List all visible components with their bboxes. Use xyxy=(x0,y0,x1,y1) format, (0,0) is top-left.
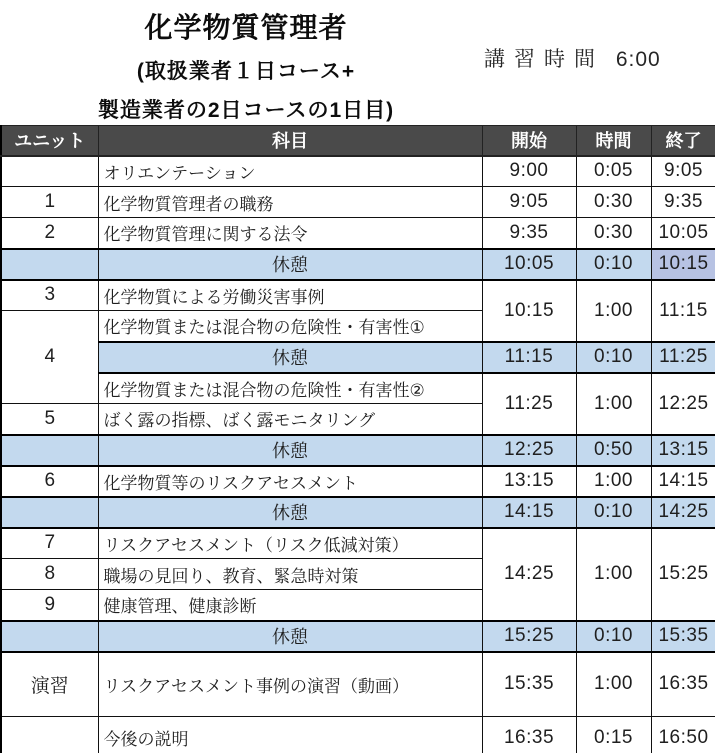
subject-cell: 今後の説明 xyxy=(98,717,482,753)
column-header-2: 開始 xyxy=(482,126,576,156)
schedule-row xyxy=(1,280,715,311)
subject-cell: オリエンテーション xyxy=(98,156,482,187)
unit-cell: 演習 xyxy=(1,652,98,717)
unit-cell: 3 xyxy=(1,280,98,311)
duration-cell: 0:10 xyxy=(576,497,651,528)
subject-cell: 化学物質等のリスクアセスメント xyxy=(98,466,482,497)
duration-label: 講習時間 xyxy=(484,48,604,71)
unit-cell xyxy=(1,621,98,652)
unit-cell xyxy=(1,717,98,753)
subtitle-line2: 製造業者の2日コースの1日目) xyxy=(97,99,395,122)
end-cell: 9:05 xyxy=(651,156,715,187)
subject-cell: 健康管理、健康診断 xyxy=(98,590,482,621)
schedule-row xyxy=(1,652,715,717)
unit-cell: 1 xyxy=(1,187,98,218)
subject-cell: 休憩 xyxy=(98,621,482,652)
unit-cell: 6 xyxy=(1,466,98,497)
schedule-row xyxy=(1,717,715,753)
table-body xyxy=(1,156,715,753)
end-cell: 14:15 xyxy=(651,466,715,497)
subject-cell: 化学物質管理者の職務 xyxy=(98,187,482,218)
start-cell: 12:25 xyxy=(482,435,576,466)
unit-cell xyxy=(1,156,98,187)
unit-cell: 2 xyxy=(1,218,98,249)
column-header-4: 終了 xyxy=(651,126,715,156)
start-cell: 9:35 xyxy=(482,218,576,249)
duration-cell: 0:10 xyxy=(576,621,651,652)
end-cell: 13:15 xyxy=(651,435,715,466)
start-cell: 11:15 xyxy=(482,342,576,373)
schedule-row xyxy=(1,466,715,497)
end-cell: 14:25 xyxy=(651,497,715,528)
column-header-1: 科目 xyxy=(98,126,482,156)
end-cell: 11:25 xyxy=(651,342,715,373)
break-row xyxy=(1,497,715,528)
duration-cell: 1:00 xyxy=(576,373,651,435)
subject-cell: 化学物質または混合物の危険性・有害性② xyxy=(98,373,482,404)
subject-cell: ばく露の指標、ばく露モニタリング xyxy=(98,404,482,435)
schedule-table xyxy=(0,125,715,753)
duration-cell: 1:00 xyxy=(576,466,651,497)
subject-cell: 休憩 xyxy=(98,342,482,373)
duration-cell: 1:00 xyxy=(576,652,651,717)
unit-cell: 4 xyxy=(1,311,98,404)
unit-cell xyxy=(1,435,98,466)
end-cell: 10:05 xyxy=(651,218,715,249)
subtitle-line1: (取扱業者１日コース+ xyxy=(136,60,356,83)
course-duration xyxy=(484,43,661,73)
start-cell: 10:15 xyxy=(482,280,576,342)
end-cell: 10:15 xyxy=(651,249,715,280)
schedule-row xyxy=(1,187,715,218)
start-cell: 9:05 xyxy=(482,187,576,218)
duration-cell: 0:15 xyxy=(576,717,651,753)
end-cell: 11:15 xyxy=(651,280,715,342)
break-row xyxy=(1,342,715,373)
break-row xyxy=(1,621,715,652)
start-cell: 14:15 xyxy=(482,497,576,528)
duration-cell: 0:50 xyxy=(576,435,651,466)
unit-cell: 9 xyxy=(1,590,98,621)
end-cell: 15:25 xyxy=(651,528,715,621)
duration-cell: 0:10 xyxy=(576,249,651,280)
start-cell: 14:25 xyxy=(482,528,576,621)
subject-cell: リスクアセスメント事例の演習（動画） xyxy=(98,652,482,717)
schedule-row xyxy=(1,528,715,559)
break-row xyxy=(1,249,715,280)
subject-cell: 化学物質管理に関する法令 xyxy=(98,218,482,249)
subject-cell: リスクアセスメント（リスク低減対策） xyxy=(98,528,482,559)
duration-cell: 0:30 xyxy=(576,218,651,249)
end-cell: 16:50 xyxy=(651,717,715,753)
subject-cell: 化学物質による労働災害事例 xyxy=(98,280,482,311)
start-cell: 13:15 xyxy=(482,466,576,497)
break-row xyxy=(1,435,715,466)
duration-value: 6:00 xyxy=(615,48,661,71)
end-cell: 16:35 xyxy=(651,652,715,717)
subject-cell: 化学物質または混合物の危険性・有害性① xyxy=(98,311,482,342)
schedule-row xyxy=(1,156,715,187)
unit-cell xyxy=(1,497,98,528)
schedule-row xyxy=(1,218,715,249)
end-cell: 12:25 xyxy=(651,373,715,435)
end-cell: 15:35 xyxy=(651,621,715,652)
start-cell: 16:35 xyxy=(482,717,576,753)
start-cell: 9:00 xyxy=(482,156,576,187)
start-cell: 15:25 xyxy=(482,621,576,652)
duration-cell: 1:00 xyxy=(576,280,651,342)
schedule-row xyxy=(1,373,715,404)
duration-cell: 0:10 xyxy=(576,342,651,373)
start-cell: 10:05 xyxy=(482,249,576,280)
subject-cell: 休憩 xyxy=(98,435,482,466)
duration-cell: 0:30 xyxy=(576,187,651,218)
start-cell: 15:35 xyxy=(482,652,576,717)
page-title: 化学物質管理者 xyxy=(144,12,348,43)
duration-cell: 0:05 xyxy=(576,156,651,187)
title-block xyxy=(0,6,492,124)
column-header-0: ユニット xyxy=(1,126,98,156)
start-cell: 11:25 xyxy=(482,373,576,435)
unit-cell: 8 xyxy=(1,559,98,590)
end-cell: 9:35 xyxy=(651,187,715,218)
unit-cell: 5 xyxy=(1,404,98,435)
subject-cell: 休憩 xyxy=(98,497,482,528)
table-header xyxy=(1,126,715,156)
subject-cell: 職場の見回り、教育、緊急時対策 xyxy=(98,559,482,590)
duration-cell: 1:00 xyxy=(576,528,651,621)
header-row xyxy=(1,126,715,156)
unit-cell xyxy=(1,249,98,280)
unit-cell: 7 xyxy=(1,528,98,559)
subject-cell: 休憩 xyxy=(98,249,482,280)
column-header-3: 時間 xyxy=(576,126,651,156)
